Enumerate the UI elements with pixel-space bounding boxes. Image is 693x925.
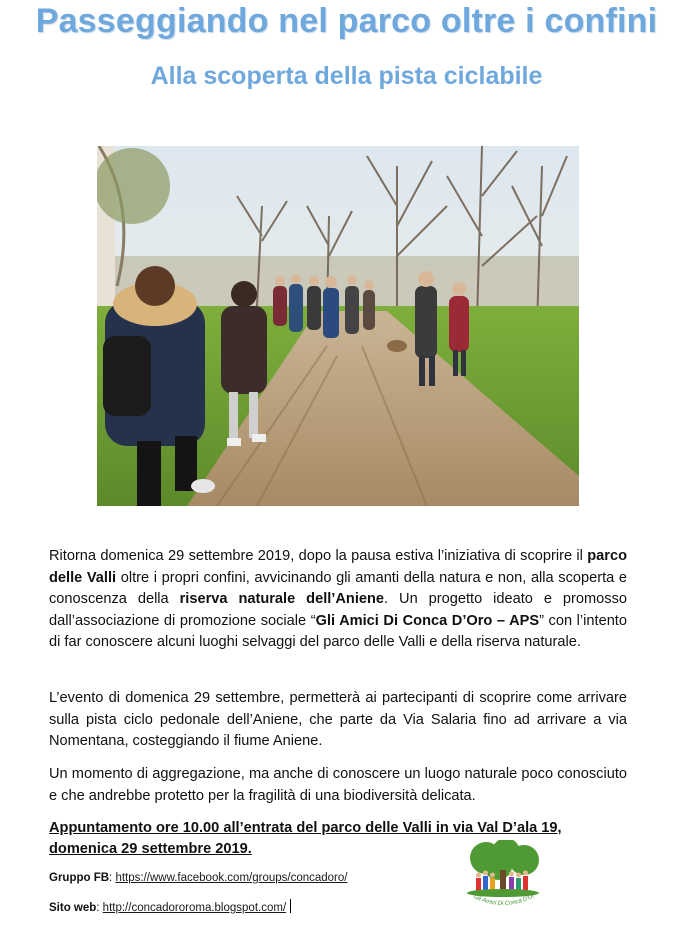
paragraph-event: L’evento di domenica 29 settembre, permetterà ai partecipanti di scoprire come arrivare sulla pista ciclo pedonale dell’Aniene, che parte da Via Salaria fino ad arrivare a via Nomentana, costeggiando il fiume Aniene. — [49, 690, 627, 749]
appointment-notice: Appuntamento ore 10.00 all’entrata del parco delle Valli in via Val D’ala 19, domenica 29 settembre 2019. — [49, 820, 562, 857]
intro-association-name: Gli Amici Di Conca D’Oro – APS — [315, 612, 540, 629]
intro-text-a: Ritorna domenica 29 settembre 2019, dopo la pausa estiva l’iniziativa di scoprire il — [49, 548, 588, 564]
facebook-label: Gruppo FB — [49, 872, 110, 884]
text-cursor — [290, 899, 291, 913]
facebook-separator: : — [109, 872, 116, 884]
group-walking-photo — [97, 146, 579, 506]
intro-park-name: parco delle Valli — [49, 548, 627, 586]
logo-text: Gli Amici Di Conca D'Or — [472, 893, 536, 908]
paragraph-aggregation: Un momento di aggregazione, ma anche di conoscere un luogo naturale poco conosciuto e che andrebbe protetto per la fragilità di una biodiversità delicata. — [49, 766, 627, 804]
intro-text-e: . Un progetto ideato e promosso dall’associazione di promozione sociale “ — [49, 591, 627, 629]
website-label: Sito web — [49, 902, 97, 914]
website-line — [49, 899, 291, 914]
facebook-group-line — [49, 872, 347, 884]
website-separator: : — [96, 902, 103, 914]
intro-reserve-name: riserva naturale dell’Aniene — [179, 591, 385, 607]
page-title: Passeggiando nel parco oltre i confini — [35, 2, 658, 40]
intro-text-g: ” con l’intento di far conoscere alcuni luoghi selvaggi del parco delle Valli e della riserva naturale. — [49, 612, 627, 650]
facebook-link[interactable]: https://www.facebook.com/groups/concadoro/ — [115, 872, 348, 884]
page-subtitle: Alla scoperta della pista ciclabile — [150, 62, 543, 90]
intro-text-c: oltre i propri confini, avvicinando gli amanti della natura e non, alla scoperta e conoscenza della — [49, 569, 627, 607]
website-link[interactable]: http://concadororoma.blogspot.com/ — [102, 902, 287, 914]
association-logo — [462, 840, 544, 912]
paragraph-intro — [49, 546, 627, 654]
